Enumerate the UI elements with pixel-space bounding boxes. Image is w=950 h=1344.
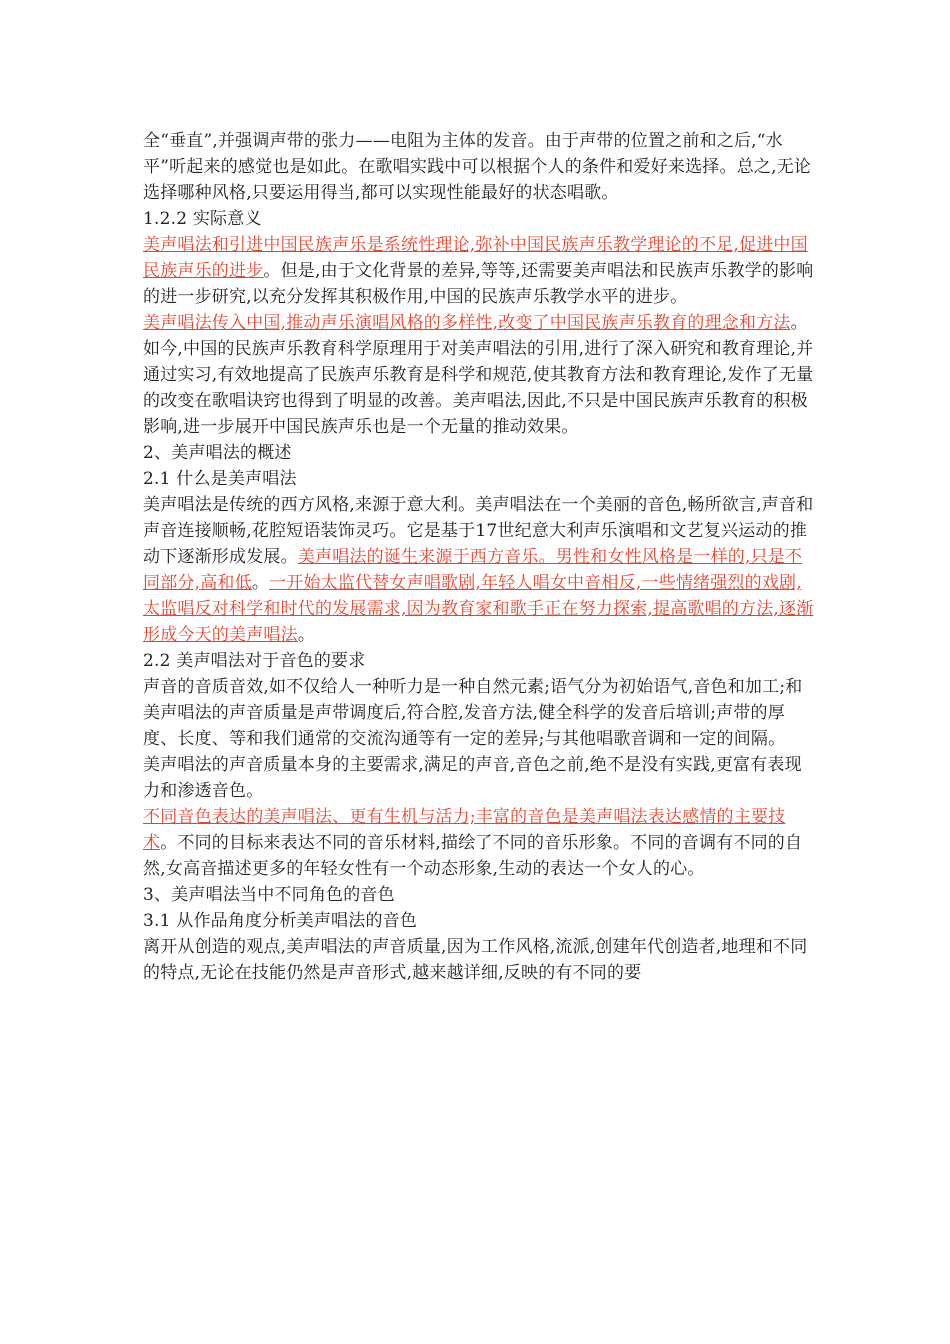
body-text: 2、美声唱法的概述 (143, 443, 292, 463)
heading-2-2 (143, 648, 815, 674)
highlighted-text: 一开始太监代替女声唱歌剧,年轻人唱女中音相反,一些情绪强烈的戏剧,太监唱反对科学和时代的发展需求,因为教育家和歌手正在努力探索,提高歌唱的方法,逐渐形成今天的美声唱法 (143, 573, 814, 645)
body-text: 3.1 从作品角度分析美声唱法的音色 (143, 911, 418, 931)
body-text: 1.2.2 实际意义 (143, 209, 262, 229)
body-text: 。不同的目标来表达不同的音乐材料,描绘了不同的音乐形象。不同的音调有不同的自然,女高音描述更多的年轻女性有一个动态形象,生动的表达一个女人的心。 (143, 833, 803, 879)
heading-2-1 (143, 466, 815, 492)
body-text: 。 (297, 625, 316, 645)
paragraph-timbre-2 (143, 752, 815, 804)
body-text: 离开从创造的观点,美声唱法的声音质量,因为工作风格,流派,创建年代创造者,地理和不同的特点,无论在技能仍然是声音形式,越来越详细,反映的有不同的要 (143, 937, 808, 983)
highlighted-text: 美声唱法和引进中国民族声乐是系统性理论,弥补中国民族声乐教学理论的不足,促进中国民族声乐的进步 (143, 235, 808, 281)
body-text: 。但是,由于文化背景的差异,等等,还需要美声唱法和民族声乐教学的影响的进一步研究,以充分发挥其积极作用,中国的民族声乐教学水平的进步。 (143, 261, 814, 307)
body-text: 2.2 美声唱法对于音色的要求 (143, 651, 366, 671)
body-text: 。 (251, 573, 270, 593)
body-text: 2.1 什么是美声唱法 (143, 469, 297, 489)
body-text: 美声唱法的声音质量本身的主要需求,满足的声音,音色之前,绝不是没有实践,更富有表现力和渗透音色。 (143, 755, 802, 801)
body-text: 美声唱法是传统的西方风格,来源于意大利。美声唱法在一个美丽的音色,畅所欲言,声音和声音连接顺畅,花腔短语装饰灵巧。它是基于17世纪意大利声乐演唱和文艺复兴运动的推动下逐渐形成发展。 (143, 495, 814, 567)
paragraph-intro-continued (143, 128, 815, 206)
heading-2 (143, 440, 815, 466)
document-body (143, 128, 815, 986)
paragraph-timbre-3 (143, 804, 815, 882)
paragraph-timbre-1 (143, 674, 815, 752)
paragraph-what-is-bel-canto (143, 492, 815, 648)
highlighted-text: 美声唱法的诞生来源于西方音乐。男性和女性风格是一样的,只是不同部分,高和低 (143, 547, 803, 593)
body-text: 声音的音质音效,如不仅给人一种听力是一种自然元素;语气分为初始语气,音色和加工;和美声唱法的声音质量是声带调度后,符合腔,发音方法,健全科学的发音后培训;声带的厚度、长度、等和我们通常的交流沟通等有一定的差异;与其他唱歌音调和一定的间隔。 (143, 677, 803, 749)
body-text: 。如今,中国的民族声乐教育科学原理用于对美声唱法的引用,进行了深入研究和教育理论,并通过实习,有效地提高了民族声乐教育是科学和规范,使其教育方法和教育理论,发作了无量的改变在歌唱诀窍也得到了明显的改善。美声唱法,因此,不只是中国民族声乐教育的积极影响,进一步展开中国民族声乐也是一个无量的推动效果。 (143, 313, 814, 437)
paragraph-practical-1 (143, 232, 815, 310)
paragraph-practical-2 (143, 310, 815, 440)
highlighted-text: 不同音色表达的美声唱法、更有生机与活力;丰富的音色是美声唱法表达感情的主要技术 (143, 807, 786, 853)
heading-1-2-2 (143, 206, 815, 232)
heading-3 (143, 882, 815, 908)
highlighted-text: 美声唱法传入中国,推动声乐演唱风格的多样性,改变了中国民族声乐教育的理念和方法 (143, 313, 791, 333)
body-text: 3、美声唱法当中不同角色的音色 (143, 885, 395, 905)
body-text: 全“垂直”,并强调声带的张力——电阻为主体的发音。由于声带的位置之前和之后,“水平”听起来的感觉也是如此。在歌唱实践中可以根据个人的条件和爱好来选择。总之,无论选择哪种风格,只要运用得当,都可以实现性能最好的状态唱歌。 (143, 131, 812, 203)
heading-3-1 (143, 908, 815, 934)
paragraph-works-analysis (143, 934, 815, 986)
